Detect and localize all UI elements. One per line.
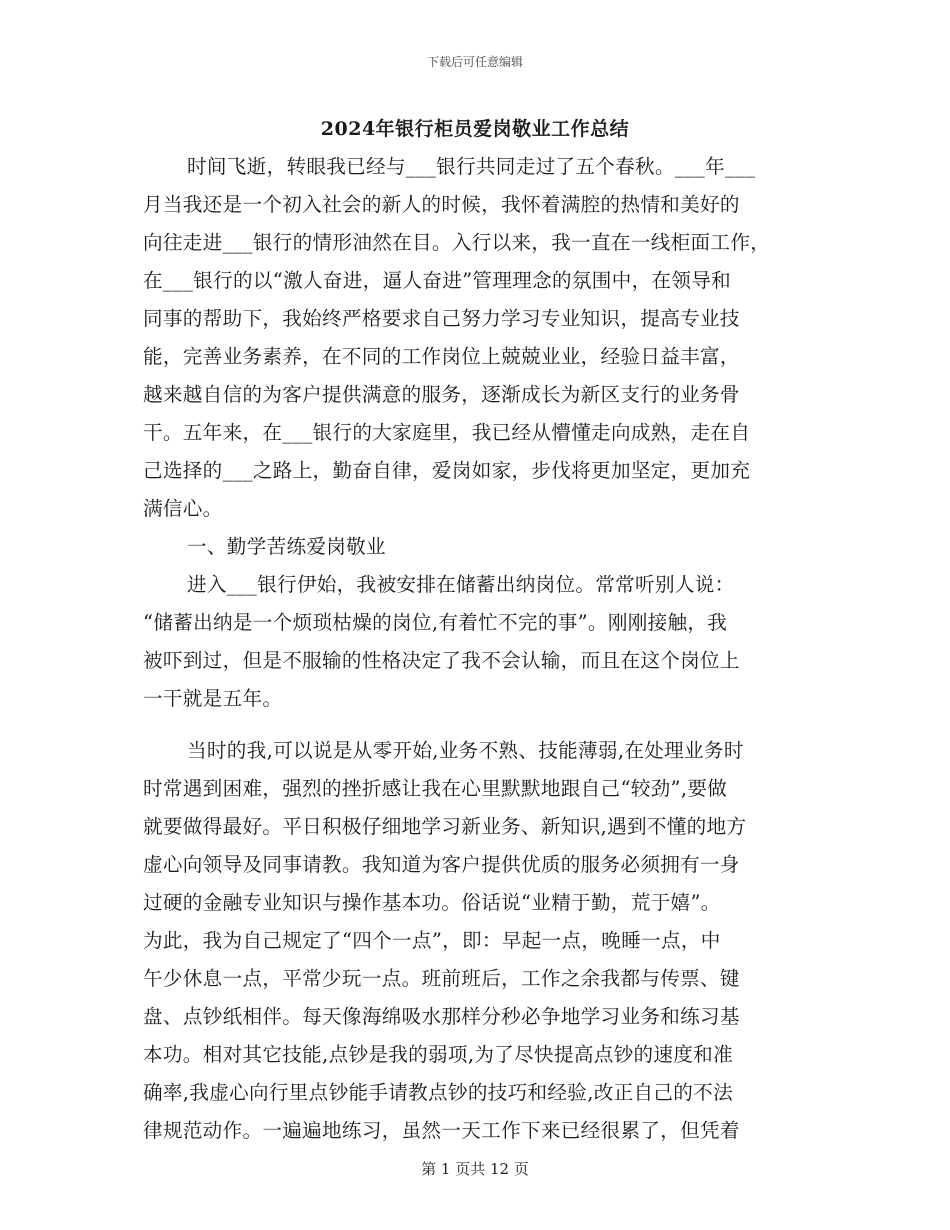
body-line: 能，完善业务素养，在不同的工作岗位上兢兢业业，经验日益丰富， xyxy=(143,345,740,368)
body-line: 确率,我虚心向行里点钞能手请教点钞的技巧和经验,改正自己的不法 xyxy=(143,1081,733,1104)
body-line: 己选择的___之路上，勤奋自律，爱岗如家，步伐将更加坚定，更加充 xyxy=(143,459,751,482)
header-note: 下载后可任意编辑 xyxy=(426,55,523,69)
body-line: 在___银行的以“激人奋进，逼人奋进”管理理念的氛围中，在领导和 xyxy=(143,269,732,292)
body-line: 盘、点钞纸相伴。每天像海绵吸水那样分秒必争地学习业务和练习基 xyxy=(143,1005,740,1028)
body-line: 就要做得最好。平日积极仔细地学习新业务、新知识,遇到不懂的地方 xyxy=(143,815,747,838)
body-line: 虚心向领导及同事请教。我知道为客户提供优质的服务必须拥有一身 xyxy=(143,853,740,876)
body-line: 进入___银行伊始，我被安排在储蓄出纳岗位。常常听别人说： xyxy=(187,573,735,596)
page-number-footer: 第 1 页共 12 页 xyxy=(421,1160,529,1178)
body-line: 为此，我为自己规定了“四个一点”，即：早起一点，晚睡一点，中 xyxy=(143,929,721,952)
body-line: 当时的我,可以说是从零开始,业务不熟、技能薄弱,在处理业务时 xyxy=(187,739,744,762)
body-line: 时间飞逝，转眼我已经与___银行共同走过了五个春秋。___年___ xyxy=(187,155,756,178)
body-line: 一干就是五年。 xyxy=(143,687,283,710)
body-line: “储蓄出纳是一个烦琐枯燥的岗位,有着忙不完的事”。刚刚接触，我 xyxy=(143,611,728,634)
body-line: 越来越自信的为客户提供满意的服务，逐渐成长为新区支行的业务骨 xyxy=(143,383,740,406)
body-line: 律规范动作。一遍遍地练习，虽然一天工作下来已经很累了，但凭着 xyxy=(143,1119,740,1142)
body-line: 过硬的金融专业知识与操作基本功。俗话说“业精于勤，荒于嬉”。 xyxy=(143,891,721,914)
body-line: 午少休息一点，平常少玩一点。班前班后，工作之余我都与传票、键 xyxy=(143,967,740,990)
body-line: 向往走进___银行的情形油然在目。入行以来，我一直在一线柜面工作， xyxy=(143,231,771,254)
body-line: 时常遇到困难，强烈的挫折感让我在心里默默地跟自己“较劲”,要做 xyxy=(143,777,728,800)
body-line: 本功。相对其它技能,点钞是我的弱项,为了尽快提高点钞的速度和准 xyxy=(143,1043,733,1066)
body-line: 月当我还是一个初入社会的新人的时候，我怀着满腔的热情和美好的 xyxy=(143,193,740,216)
body-line: 满信心。 xyxy=(143,497,223,520)
body-line: 同事的帮助下，我始终严格要求自己努力学习专业知识，提高专业技 xyxy=(143,307,740,330)
section-heading: 一、勤学苦练爱岗敬业 xyxy=(187,535,386,558)
document-title: 2024年银行柜员爱岗敬业工作总结 xyxy=(320,118,630,140)
body-line: 干。五年来，在___银行的大家庭里，我已经从懵懂走向成熟，走在自 xyxy=(143,421,751,444)
document-body xyxy=(143,148,813,1150)
body-line: 被吓到过，但是不服输的性格决定了我不会认输，而且在这个岗位上 xyxy=(143,649,740,672)
